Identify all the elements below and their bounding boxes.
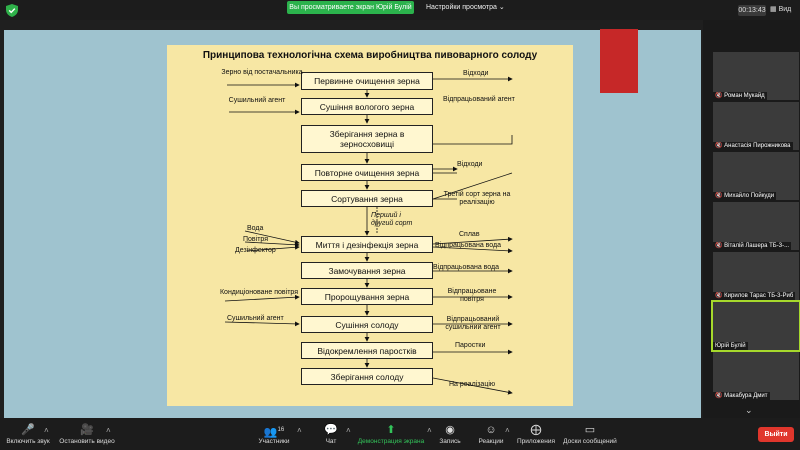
output-overflow: Сплав	[459, 231, 480, 238]
participant-name: Роман Мукайд	[724, 93, 765, 99]
share-screen-label: Демонстрация экрана	[357, 438, 425, 445]
top-bar	[0, 0, 800, 20]
input-air: Повітря	[243, 236, 269, 243]
chat-bubble-icon: 💬	[324, 424, 338, 436]
participant-name: Анастасія Пирожникова	[724, 143, 791, 149]
participants-chevron-icon[interactable]: ˄	[297, 426, 302, 435]
view-options-label: Настройки просмотра	[426, 4, 497, 11]
participant-name: Віталій Лашера ТБ-3-...	[724, 243, 790, 249]
apps-button[interactable]	[514, 422, 558, 445]
view-button[interactable]	[770, 4, 798, 16]
smiley-icon: ☺	[485, 424, 497, 436]
input-drying-agent: Сушильний агент	[228, 97, 286, 104]
input-grain-supplier: Зерно від постачальника	[221, 69, 303, 76]
input-water: Вода	[247, 225, 264, 232]
step-primary-cleaning: Первинне очищення зерна	[301, 72, 433, 90]
input-drying-agent-2: Сушильний агент	[227, 315, 284, 322]
video-options-chevron-icon[interactable]: ˄	[106, 426, 111, 435]
whiteboards-button[interactable]	[560, 422, 620, 445]
record-label: Запись	[439, 438, 461, 445]
output-spent-water-2: Відпрацьована вода	[433, 264, 500, 271]
output-third-grade: Третій сорт зерна на реалізацію	[443, 191, 511, 206]
record-button[interactable]	[436, 422, 464, 445]
output-sprouts: Паростки	[455, 342, 486, 349]
video-camera-icon: 🎥	[80, 424, 94, 436]
output-spent-agent: Відпрацьований агент	[443, 96, 515, 103]
security-shield-icon[interactable]	[6, 4, 18, 17]
output-spent-air: Відпрацьоване повітря	[447, 288, 497, 303]
participant-tile[interactable]	[713, 102, 799, 150]
participants-gallery	[703, 20, 800, 418]
meeting-timer: 00:13:43	[738, 7, 766, 14]
mic-muted-icon: 🔇	[715, 393, 723, 399]
microphone-muted-icon: 🎤	[21, 424, 35, 436]
participant-name: Юрій Булій	[715, 343, 746, 349]
gallery-scroll-down-icon[interactable]: ⌄	[745, 405, 753, 415]
whiteboard-icon: ▭	[584, 424, 596, 436]
participant-name: Кирилов Тарас ТБ-3-Риб	[724, 293, 794, 299]
chat-button[interactable]	[318, 422, 344, 445]
step-grain-sorting: Сортування зерна	[301, 190, 433, 207]
output-for-sale: На реалізацію	[449, 381, 496, 388]
share-chevron-icon[interactable]: ˄	[427, 426, 432, 435]
participants-button[interactable]	[256, 422, 292, 445]
share-screen-icon: ⬆	[386, 424, 396, 436]
step-malt-storage: Зберігання солоду	[301, 368, 433, 385]
step-steeping: Замочування зерна	[301, 262, 433, 279]
output-waste-1: Відходи	[463, 70, 489, 77]
chat-chevron-icon[interactable]: ˄	[346, 426, 351, 435]
chevron-down-icon: ⌄	[498, 4, 505, 11]
note-first-second-grade: Перший і другий сорт	[371, 212, 413, 227]
participants-icon: 👥	[263, 426, 278, 439]
step-sprout-separation: Відокремлення паростків	[301, 342, 433, 359]
stop-video-label: Остановить видео	[59, 438, 115, 445]
participant-tile[interactable]	[713, 52, 799, 100]
participants-label: Участники	[258, 438, 290, 445]
diagram-title: Принципова технологічна схема виробництва пивоварного солоду	[202, 50, 538, 61]
reactions-chevron-icon[interactable]: ˄	[505, 426, 510, 435]
participant-name: Макабура Дмит	[724, 393, 768, 399]
share-screen-button[interactable]	[356, 422, 426, 445]
output-waste-2: Відходи	[457, 161, 483, 168]
apps-label: Приложения	[516, 438, 556, 445]
step-drying-wet-grain: Сушіння вологого зерна	[301, 98, 433, 115]
slide-decoration	[600, 29, 638, 93]
participant-tile[interactable]	[713, 202, 799, 250]
reactions-button[interactable]	[476, 422, 506, 445]
mic-muted-icon: 🔇	[715, 293, 723, 299]
meeting-toolbar	[0, 418, 800, 450]
output-spent-drying-agent: Відпрацьований сушильний агент	[445, 316, 501, 331]
participant-tile[interactable]	[713, 352, 799, 400]
view-label: Вид	[778, 6, 792, 13]
input-disinfectant: Дезінфектор	[235, 247, 276, 254]
step-secondary-cleaning: Повторне очищення зерна	[301, 164, 433, 181]
step-germination: Пророщування зерна	[301, 288, 433, 305]
grid-view-icon: ▦	[770, 6, 777, 13]
screen-share-notice: Вы просматриваете экран Юрій Булій	[287, 1, 414, 14]
chat-label: Чат	[325, 438, 337, 445]
reactions-label: Реакции	[478, 438, 504, 445]
mic-muted-icon: 🔇	[715, 93, 723, 99]
diagram-slide	[167, 45, 573, 406]
participant-tile[interactable]	[713, 152, 799, 200]
step-grain-storage: Зберігання зерна в зерносховищі	[301, 125, 433, 153]
mute-label: Включить звук	[6, 438, 50, 445]
step-malt-drying: Сушіння солоду	[301, 316, 433, 333]
output-spent-water-1: Відпрацьована вода	[435, 242, 502, 249]
apps-grid-icon: ⨁	[530, 424, 542, 436]
participant-name: Михайло Пойкуди	[724, 193, 775, 199]
input-conditioned-air: Кондиціоноване повітря	[219, 289, 299, 296]
mic-muted-icon: 🔇	[715, 193, 723, 199]
record-icon: ◉	[445, 424, 455, 436]
mic-muted-icon: 🔇	[715, 243, 723, 249]
leave-meeting-button[interactable]: Выйти	[758, 427, 794, 442]
participant-tile-active-speaker[interactable]	[713, 302, 799, 350]
view-options-menu[interactable]	[426, 1, 508, 14]
whiteboards-label: Доски сообщений	[563, 438, 617, 445]
mic-muted-icon: 🔇	[715, 143, 723, 149]
participant-tile[interactable]	[713, 252, 799, 300]
step-washing-disinfection: Миття і дезінфекція зерна	[301, 236, 433, 253]
audio-options-chevron-icon[interactable]: ˄	[44, 426, 49, 435]
participants-count: 16	[277, 427, 285, 433]
